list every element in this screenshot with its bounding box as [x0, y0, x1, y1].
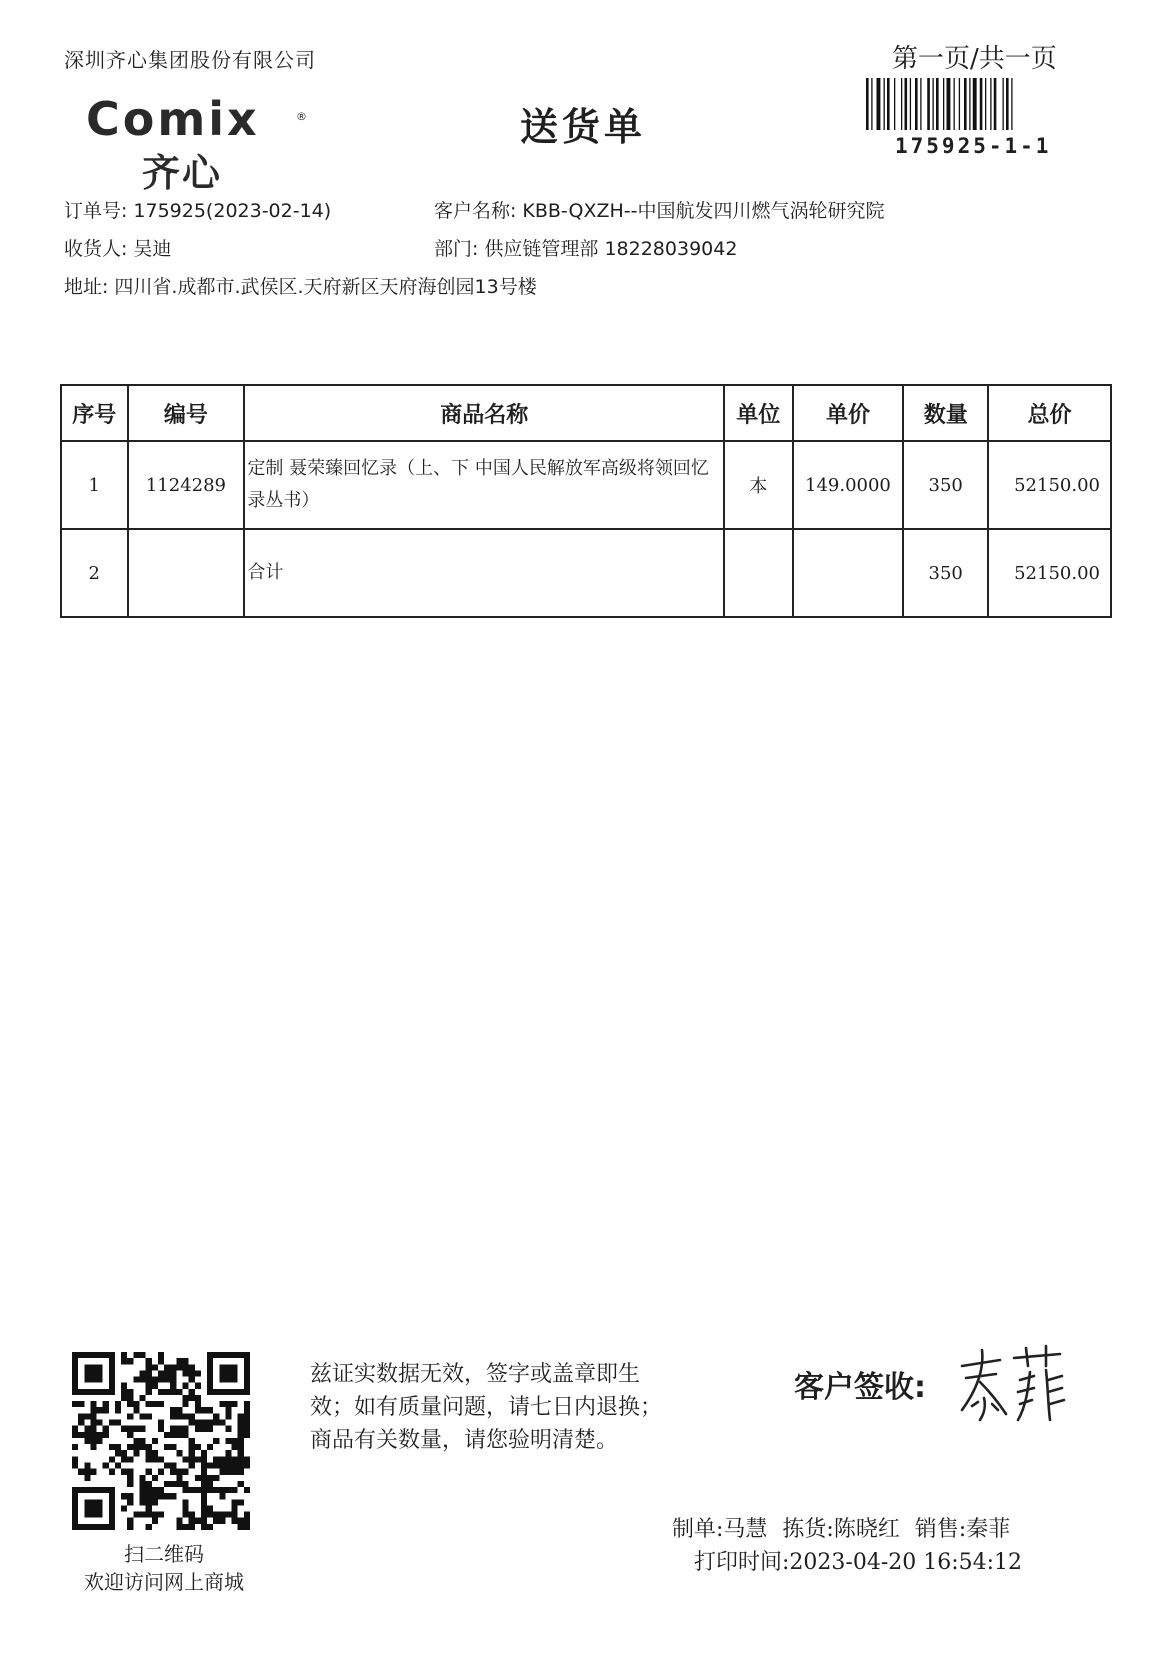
cell-total: 52150.00 — [988, 441, 1111, 529]
company-name: 深圳齐心集团股份有限公司 — [64, 48, 316, 72]
col-header-total: 总价 — [988, 385, 1111, 441]
items-table — [60, 384, 1112, 618]
department-value: 供应链管理部 18228039042 — [484, 238, 738, 260]
staff-info: 制单:马慧 拣货:陈晓红 销售:秦菲 — [672, 1517, 1011, 1542]
cell-price — [793, 529, 904, 617]
cell-price: 149.0000 — [793, 441, 904, 529]
address — [64, 272, 537, 299]
cell-qty: 350 — [903, 529, 988, 617]
customer-signature-label: 客户签收: — [794, 1370, 926, 1405]
notice-line: 商品有关数量，请您验明清楚。 — [310, 1428, 619, 1453]
comix-logo: Comix — [86, 92, 260, 146]
cell-code: 1124289 — [128, 441, 245, 529]
cell-seq: 1 — [61, 441, 128, 529]
col-header-seq: 序号 — [61, 385, 128, 441]
col-header-product: 商品名称 — [244, 385, 724, 441]
table-row — [61, 441, 1111, 529]
qr-code-icon — [72, 1352, 250, 1530]
barcode-number: 175925-1-1 — [895, 134, 1052, 158]
col-header-code: 编号 — [128, 385, 245, 441]
qr-caption-sub: 欢迎访问网上商城 — [84, 1570, 244, 1594]
col-header-unit: 单位 — [724, 385, 793, 441]
department-label: 部门: — [434, 238, 479, 260]
order-number-value: 175925(2023-02-14) — [133, 200, 332, 222]
cell-qty: 350 — [903, 441, 988, 529]
department — [434, 234, 737, 261]
customer-name — [434, 196, 884, 223]
table-row — [61, 529, 1111, 617]
cell-code — [128, 529, 245, 617]
cell-unit: 本 — [724, 441, 793, 529]
col-header-price: 单价 — [793, 385, 904, 441]
notice-line: 兹证实数据无效，签字或盖章即生 — [310, 1362, 641, 1387]
cell-seq: 2 — [61, 529, 128, 617]
page-indicator: 第一页/共一页 — [892, 44, 1057, 74]
barcode-icon — [866, 78, 1062, 130]
order-number — [64, 196, 331, 223]
receiver-value: 吴迪 — [133, 238, 172, 260]
document-title: 送货单 — [520, 104, 647, 149]
address-label: 地址: — [64, 276, 109, 298]
notice-line: 效；如有质量问题，请七日内退换； — [310, 1395, 663, 1420]
order-number-label: 订单号: — [64, 200, 128, 222]
cell-unit — [724, 529, 793, 617]
print-time: 打印时间:2023-04-20 16:54:12 — [694, 1550, 1023, 1575]
cell-product: 合计 — [244, 529, 724, 617]
handwritten-signature — [956, 1344, 1068, 1424]
table-header-row — [61, 385, 1111, 441]
cell-product: 定制 聂荣臻回忆录（上、下 中国人民解放军高级将领回忆录丛书） — [244, 441, 724, 529]
receiver-label: 收货人: — [64, 238, 128, 260]
disclaimer-notice — [310, 1358, 662, 1457]
cell-total: 52150.00 — [988, 529, 1111, 617]
registered-mark-icon: ® — [296, 110, 307, 123]
qr-caption: 扫二维码 — [124, 1542, 204, 1566]
qixin-logo-text: 齐心 — [142, 151, 223, 195]
address-value: 四川省.成都市.武侯区.天府新区天府海创园13号楼 — [114, 276, 537, 298]
receiver — [64, 234, 171, 261]
col-header-qty: 数量 — [903, 385, 988, 441]
customer-name-label: 客户名称: — [434, 200, 517, 222]
customer-name-value: KBB-QXZH--中国航发四川燃气涡轮研究院 — [522, 200, 885, 222]
